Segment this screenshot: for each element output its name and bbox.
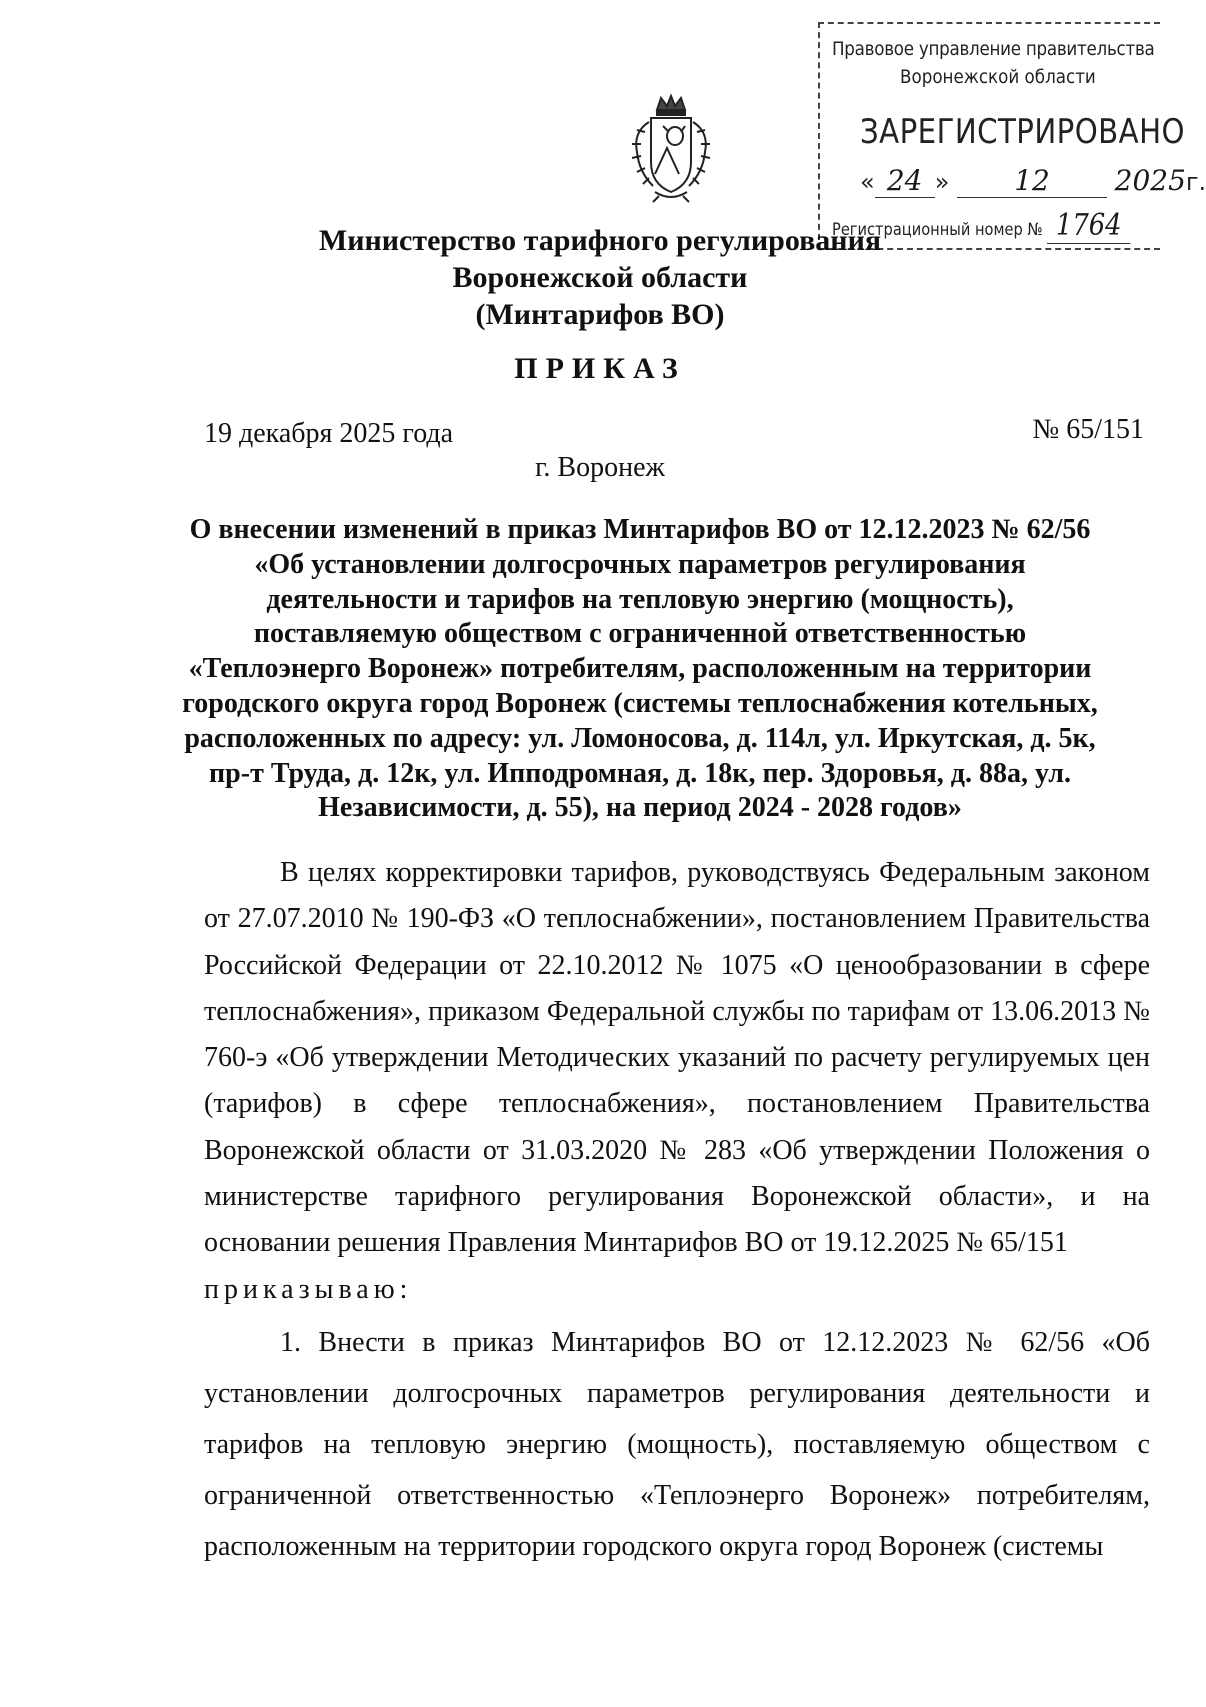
stamp-date-suffix: г. <box>1185 168 1206 196</box>
subject-line: «Об установлении долгосрочных параметров регулирования <box>254 548 1026 580</box>
stamp-line-2: Воронежской области <box>900 66 1096 88</box>
subject-line: «Теплоэнерго Воронеж» потребителям, расположенным на территории <box>188 653 1092 685</box>
stamp-status: ЗАРЕГИСТРИРОВАНО <box>860 112 1185 152</box>
document-number: № 65/151 <box>1032 414 1144 445</box>
order-word: приказываю: <box>204 1273 413 1305</box>
stamp-date-year: 2025 <box>1114 164 1186 197</box>
subject-line: Независимости, д. 55), на период 2024 - 2028 годов» <box>318 792 962 824</box>
coat-of-arms-emblem <box>623 92 719 206</box>
ministry-line-3: (Минтарифов ВО) <box>475 298 725 331</box>
registration-stamp <box>818 22 1206 250</box>
ministry-line-1: Министерство тарифного регулирования <box>318 224 882 257</box>
ministry-name <box>0 222 1200 333</box>
stamp-date: « 24 » 12 2025г. <box>860 164 1206 197</box>
subject-line: расположенных по адресу: ул. Ломоносова, д. 114л, ул. Иркутская, д. 5к, <box>184 722 1096 754</box>
stamp-reg-number: 1764 <box>1047 208 1130 244</box>
stamp-reg-label: Регистрационный номер № <box>832 220 1043 240</box>
document-city: г. Воронеж <box>535 452 665 483</box>
subject-line: городского округа город Воронеж (системы теплоснабжения котельных, <box>182 687 1098 719</box>
document-body <box>204 850 1150 1572</box>
preamble-paragraph: В целях корректировки тарифов, руководствуясь Федеральным законом от 27.07.2010 № 190-ФЗ «О теплоснабжении», постановлением Правительства Российской Федерации от 22.10.2012 № 1075 «О ценообразовании в сфере теплоснабжения», приказом Федеральной службы по тарифам от 13.06.2013 № 760-э «Об утверждении Методических указаний по расчету регулируемых цен (тарифов) в сфере теплоснабжения», постановлением Правительства Воронежской области от 31.03.2020 № 283 «Об утверждении Положения о министерстве тарифного регулирования Воронежской области», и на основании решения Правления Минтарифов ВО от 19.12.2025 № 65/151 <box>204 857 1150 1259</box>
stamp-line-1: Правовое управление правительства <box>832 38 1155 60</box>
subject-line: О внесении изменений в приказ Минтарифов ВО от 12.12.2023 № 62/56 <box>189 514 1091 545</box>
subject-line: поставляемую обществом с ограниченной ответственностью <box>253 618 1027 650</box>
subject-line: пр-т Труда, д. 12к, ул. Ипподромная, д. 18к, пер. Здоровья, д. 88а, ул. <box>209 757 1071 789</box>
order-item-1: 1. Внести в приказ Минтарифов ВО от 12.12.2023 № 62/56 «Об установлении долгосрочных параметров регулирования деятельности и тарифов на тепловую энергию (мощность), поставляемую обществом с ограниченной ответственностью «Теплоэнерго Воронеж» потребителям, расположенным на территории городского округа город Воронеж (системы <box>204 1326 1150 1562</box>
subject-line: деятельности и тарифов на тепловую энергию (мощность), <box>266 583 1014 615</box>
ministry-line-2: Воронежской области <box>452 261 748 294</box>
document-type-title: ПРИКАЗ <box>514 352 686 385</box>
document-subject <box>110 513 1170 826</box>
document-date: 19 декабря 2025 года <box>204 418 454 449</box>
stamp-date-day: 24 <box>875 164 935 198</box>
stamp-date-month: 12 <box>957 164 1107 198</box>
